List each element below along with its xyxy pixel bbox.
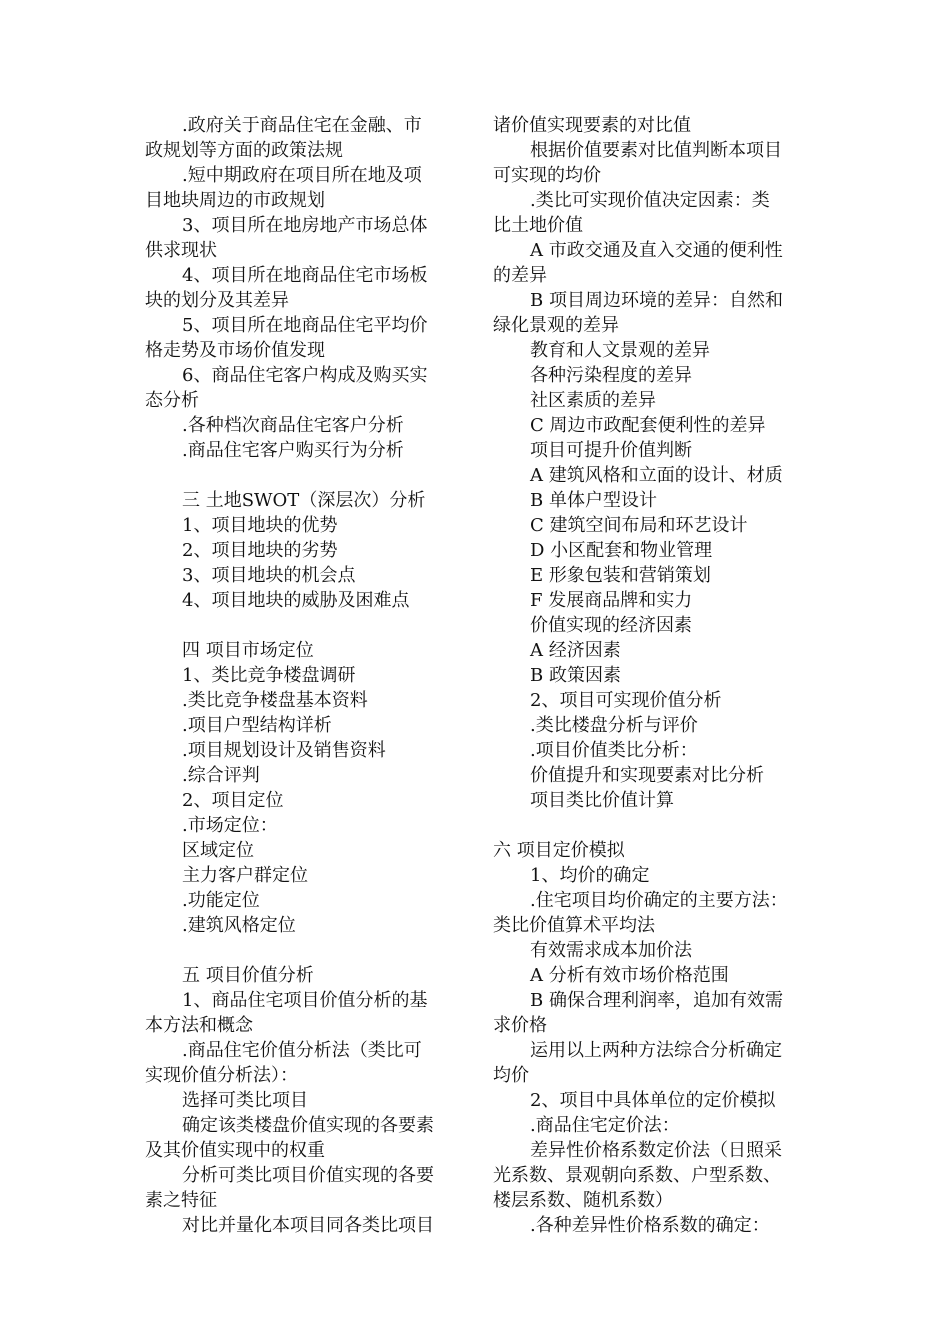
text-line: 楼层系数、随机系数） xyxy=(493,1190,673,1211)
text-line: 四 项目市场定位 xyxy=(182,640,314,661)
text-line: 项目可提升价值判断 xyxy=(530,440,692,461)
text-line: 5、项目所在地商品住宅平均价 xyxy=(182,315,428,336)
text-line: 比土地价值 xyxy=(493,215,583,236)
text-line: 2、项目定位 xyxy=(182,790,284,811)
text-line: 三 土地SWOT（深层次）分析 xyxy=(182,490,426,511)
text-line: 六 项目定价模拟 xyxy=(493,840,625,861)
text-line: 区域定位 xyxy=(182,840,254,861)
text-line: 社区素质的差异 xyxy=(530,390,656,411)
text-line: A 分析有效市场价格范围 xyxy=(530,965,729,986)
text-line: A 市政交通及直入交通的便利性 xyxy=(530,240,783,261)
text-line: 可实现的均价 xyxy=(493,165,601,186)
text-line: 价值提升和实现要素对比分析 xyxy=(530,765,764,786)
text-line: B 确保合理利润率，追加有效需 xyxy=(530,990,783,1011)
text-line: .项目规划设计及销售资料 xyxy=(182,740,386,761)
text-line: 五 项目价值分析 xyxy=(182,965,314,986)
text-line: 1、项目地块的优势 xyxy=(182,515,338,536)
text-line: 绿化景观的差异 xyxy=(493,315,619,336)
text-line: 的差异 xyxy=(493,265,547,286)
right-text-column xyxy=(493,113,805,1238)
text-line: 1、类比竞争楼盘调研 xyxy=(182,665,356,686)
text-line: 诸价值实现要素的对比值 xyxy=(493,115,691,136)
text-line: 目地块周边的市政规划 xyxy=(145,190,325,211)
text-line: B 政策因素 xyxy=(530,665,621,686)
text-line: 素之特征 xyxy=(145,1190,217,1211)
text-line: 光系数、景观朝向系数、户型系数、 xyxy=(493,1165,781,1186)
text-line: 对比并量化本项目同各类比项目 xyxy=(182,1215,434,1236)
text-line: .政府关于商品住宅在金融、市 xyxy=(182,115,422,136)
text-line: .综合评判 xyxy=(182,765,260,786)
text-line: 根据价值要素对比值判断本项目 xyxy=(530,140,782,161)
text-line: .项目价值类比分析： xyxy=(530,740,698,761)
text-line: 本方法和概念 xyxy=(145,1015,253,1036)
text-line: .类比可实现价值决定因素：类 xyxy=(530,190,770,211)
text-line: .建筑风格定位 xyxy=(182,915,296,936)
text-line: 实现价值分析法）： xyxy=(145,1065,298,1086)
text-line: 运用以上两种方法综合分析确定 xyxy=(530,1040,782,1061)
left-text-column xyxy=(145,113,450,1238)
text-line: 价值实现的经济因素 xyxy=(530,615,692,636)
blank-line xyxy=(145,938,450,963)
text-line: .项目户型结构详析 xyxy=(182,715,332,736)
blank-line xyxy=(145,463,450,488)
blank-line xyxy=(145,613,450,638)
text-line: 类比价值算术平均法 xyxy=(493,915,655,936)
blank-line xyxy=(493,813,805,838)
text-line: B 项目周边环境的差异：自然和 xyxy=(530,290,783,311)
text-line: E 形象包装和营销策划 xyxy=(530,565,711,586)
text-line: 各种污染程度的差异 xyxy=(530,365,692,386)
text-line: .住宅项目均价确定的主要方法： xyxy=(530,890,788,911)
text-line: .商品住宅定价法： xyxy=(530,1115,680,1136)
text-line: 供求现状 xyxy=(145,240,217,261)
text-line: C 周边市政配套便利性的差异 xyxy=(530,415,766,436)
text-line: D 小区配套和物业管理 xyxy=(530,540,713,561)
text-line: 确定该类楼盘价值实现的各要素 xyxy=(182,1115,434,1136)
text-line: A 经济因素 xyxy=(530,640,621,661)
text-line: F 发展商品牌和实力 xyxy=(530,590,693,611)
text-line: .市场定位： xyxy=(182,815,278,836)
text-line: 及其价值实现中的权重 xyxy=(145,1140,325,1161)
text-line: 分析可类比项目价值实现的各要 xyxy=(182,1165,434,1186)
text-line: 2、项目可实现价值分析 xyxy=(530,690,722,711)
text-line: 2、项目中具体单位的定价模拟 xyxy=(530,1090,776,1111)
text-line: 态分析 xyxy=(145,390,199,411)
text-line: 格走势及市场价值发现 xyxy=(145,340,325,361)
text-line: 3、项目地块的机会点 xyxy=(182,565,356,586)
text-line: A 建筑风格和立面的设计、材质 xyxy=(530,465,783,486)
text-line: .商品住宅价值分析法（类比可 xyxy=(182,1040,422,1061)
text-line: 4、项目地块的威胁及困难点 xyxy=(182,590,410,611)
text-line: 块的划分及其差异 xyxy=(145,290,289,311)
text-line: 求价格 xyxy=(493,1015,547,1036)
text-line: .类比竞争楼盘基本资料 xyxy=(182,690,368,711)
text-line: .短中期政府在项目所在地及项 xyxy=(182,165,422,186)
text-line: 均价 xyxy=(493,1065,529,1086)
text-line: 4、项目所在地商品住宅市场板 xyxy=(182,265,428,286)
text-line: 1、商品住宅项目价值分析的基 xyxy=(182,990,428,1011)
text-line: .类比楼盘分析与评价 xyxy=(530,715,698,736)
text-line: B 单体户型设计 xyxy=(530,490,657,511)
text-line: 差异性价格系数定价法（日照采 xyxy=(530,1140,782,1161)
text-line: 有效需求成本加价法 xyxy=(530,940,692,961)
text-line: .商品住宅客户购买行为分析 xyxy=(182,440,404,461)
text-line: .各种档次商品住宅客户分析 xyxy=(182,415,404,436)
text-line: 教育和人文景观的差异 xyxy=(530,340,710,361)
text-line: 选择可类比项目 xyxy=(182,1090,308,1111)
text-line: C 建筑空间布局和环艺设计 xyxy=(530,515,748,536)
text-line: 主力客户群定位 xyxy=(182,865,308,886)
text-line: 项目类比价值计算 xyxy=(530,790,674,811)
text-line: 3、项目所在地房地产市场总体 xyxy=(182,215,428,236)
text-line: 2、项目地块的劣势 xyxy=(182,540,338,561)
text-line: 1、均价的确定 xyxy=(530,865,650,886)
text-line: 政规划等方面的政策法规 xyxy=(145,140,343,161)
text-line: .功能定位 xyxy=(182,890,260,911)
text-line: .各种差异性价格系数的确定： xyxy=(530,1215,770,1236)
text-line: 6、商品住宅客户构成及购买实 xyxy=(182,365,428,386)
